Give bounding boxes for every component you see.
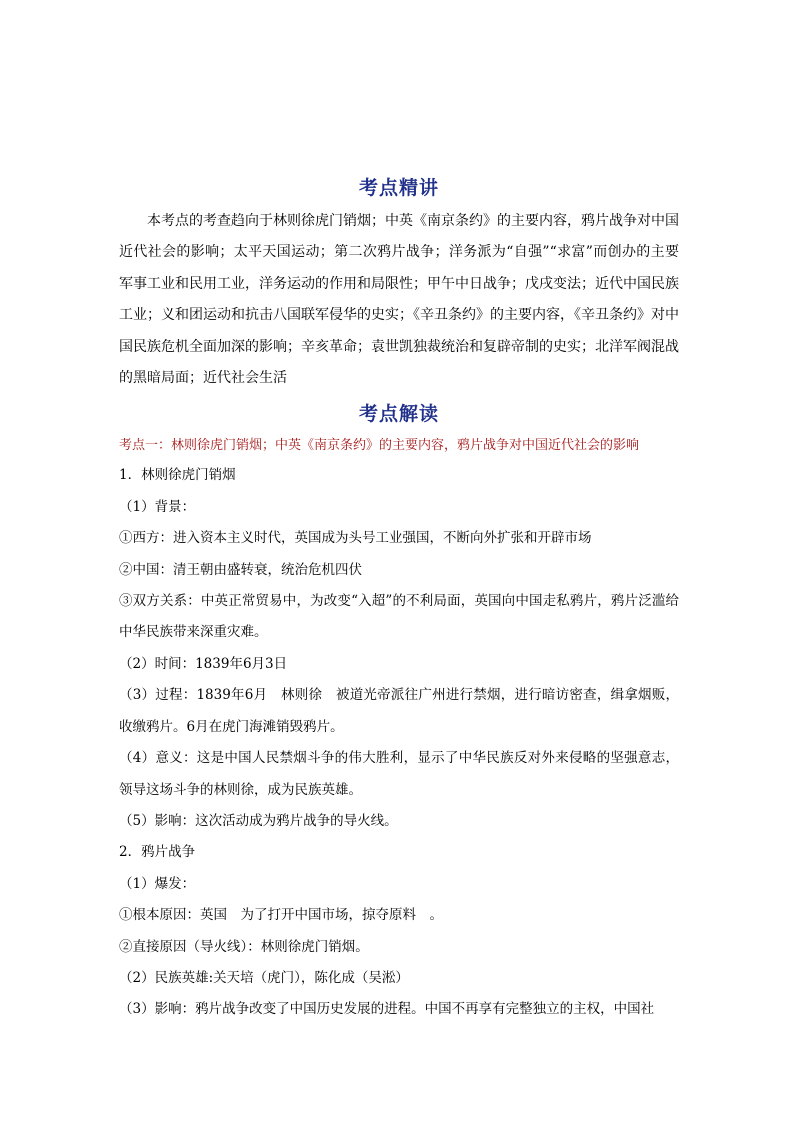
line-process: （3）过程：1839年6月 林则徐 被道光帝派往广州进行禁烟，进行暗访密查，缉拿烟贩，收缴鸦片。6月在虎门海滩销毁鸦片。	[119, 687, 679, 735]
document-page	[119, 170, 679, 1026]
line-impact: （5）影响：这次活动成为鸦片战争的导火线。	[119, 812, 398, 829]
intro-paragraph: 本考点的考查趋向于林则徐虎门销烟；中英《南京条约》的主要内容，鸦片战争对中国近代社会的影响；太平天国运动；第二次鸦片战争；洋务派为“自强”“求富”而创办的主要军事工业和民用工业，洋务运动的作用和局限性；甲午中日战争；戊戌变法；近代中国民族工业；义和团运动和抗击八国联军侵华的史实；《辛丑条约》的主要内容，《辛丑条约》对中国民族危机全面加深的影响；辛亥革命；袁世凯独裁统治和复辟帝制的史实；北洋军阀混战的黑暗局面；近代社会生活	[119, 213, 679, 387]
line-war-impact: （3）影响：鸦片战争改变了中国历史发展的进程。中国不再享有完整独立的主权，中国社	[119, 1001, 655, 1018]
line-root-cause: ①根本原因：英国 为了打开中国市场，掠夺原料 。	[119, 907, 443, 924]
subheading-outbreak: （1）爆发：	[119, 875, 196, 892]
heading-lin-zexu: 1．林则徐虎门销烟	[119, 467, 236, 484]
line-china: ②中国：清王朝由盛转衰，统治危机四伏	[119, 561, 362, 578]
section-title-interpretation: 考点解读	[358, 403, 439, 426]
line-time: （2）时间：1839年6月3日	[119, 655, 288, 672]
line-significance: （4）意义：这是中国人民禁烟斗争的伟大胜利，显示了中华民族反对外来侵略的坚强意志，领导这场斗争的林则徐，成为民族英雄。	[119, 750, 679, 798]
point-one-title: 考点一：林则徐虎门销烟；中英《南京条约》的主要内容，鸦片战争对中国近代社会的影响	[119, 438, 640, 454]
heading-opium-war: 2．鸦片战争	[119, 844, 196, 861]
subheading-background: （1）背景：	[119, 498, 196, 515]
line-heroes: （2）民族英雄:关天培（虎门），陈化成（吴淞）	[119, 969, 409, 986]
line-west: ①西方：进入资本主义时代，英国成为头号工业强国，不断向外扩张和开辟市场	[119, 530, 592, 547]
line-direct-cause: ②直接原因（导火线）：林则徐虎门销烟。	[119, 938, 369, 955]
line-relations: ③双方关系：中英正常贸易中，为改变“入超”的不利局面，英国向中国走私鸦片，鸦片泛滥给中华民族带来深重灾难。	[119, 593, 679, 641]
section-title-key-points: 考点精讲	[358, 177, 439, 199]
